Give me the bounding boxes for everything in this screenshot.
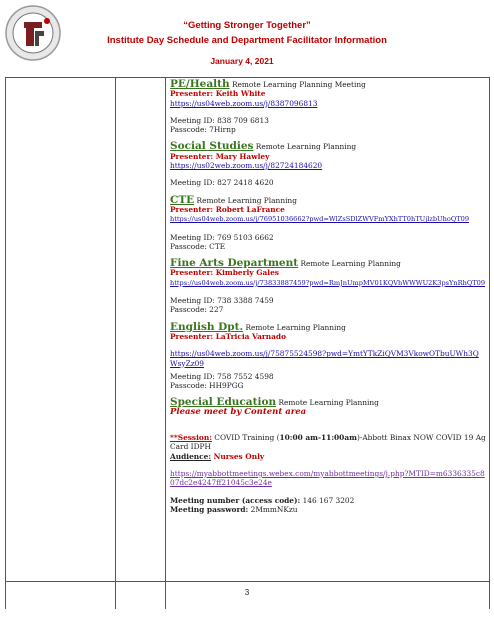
meeting-id-social-studies: Meeting ID: 827 2418 4620 [170,178,274,188]
passcode-fine-arts: Passcode: 227 [170,305,224,315]
page-number: 3 [244,588,250,597]
covid-audience-line: Audience: Nurses Only [170,451,265,461]
webex-link-covid[interactable]: https://myabbottmeetings.webex.com/myabbottmeetings/j.php?MTID=m6336335c807dc2e4247ff21045c3e24e [170,468,485,488]
section-heading-fine-arts: Fine Arts Department Remote Learning Planning [170,257,401,270]
school-seal-logo [4,4,62,62]
presenter-cte: Presenter: Robert LaFrance [170,204,285,214]
table-divider-2 [165,77,166,609]
presenter-pe-health: Presenter: Keith White [170,89,266,99]
zoom-link-english[interactable]: https://us04web.zoom.us/j/75875524598?pwd=YmtYTkZiQVM3VkowOTbuUWh3QWsyZz09 [170,349,479,368]
zoom-link-cte[interactable]: https://us04web.zoom.us/j/76951036662?pwd=WlZsSDlZWVFmYXhTT0hTUjlzbUhoQT09 [170,215,470,224]
zoom-link-fine-arts[interactable]: https://us04web.zoom.us/j/73833887459?pwd=RmJnUmpMV01KQVhWWWU2K3psYnRhQT09 [170,278,486,287]
meeting-id-cte: Meeting ID: 769 5103 6662 [170,232,274,242]
document-date: January 4, 2021 [210,56,274,66]
passcode-cte: Passcode: CTE [170,241,226,251]
section-heading-special-education: Special Education Remote Learning Planning [170,396,379,409]
table-border-right [489,77,490,609]
document-title: “Getting Stronger Together” [183,20,311,31]
section-heading-social-studies: Social Studies Remote Learning Planning [170,140,357,153]
zoom-link-pe-health[interactable]: https://us04web.zoom.us/j/8387096813 [170,98,318,108]
covid-session-line: **Session: COVID Training (10:00 am-11:00am)-Abbott Binax NOW COVID 19 Ag Card IDPH [170,433,486,452]
zoom-link-social-studies[interactable]: https://us02web.zoom.us/j/82724184620 [170,161,323,171]
meeting-id-english: Meeting ID: 758 7552 4598 [170,371,274,381]
table-border-left [5,77,6,609]
section-heading-english: English Dpt. Remote Learning Planning [170,320,346,333]
covid-meeting-number: Meeting number (access code): 146 167 3202 [170,495,355,505]
schedule-cell [170,80,486,514]
presenter-fine-arts: Presenter: Kimberly Gales [170,268,279,278]
passcode-english: Passcode: HH9PGG [170,381,244,391]
covid-meeting-password: Meeting password: 2MmmNKzu [170,504,298,514]
section-heading-cte: CTE Remote Learning Planning [170,193,297,206]
table-border-top [5,77,489,78]
table-border-bottom [5,581,489,582]
document-subtitle: Institute Day Schedule and Department Facilitator Information [107,35,387,46]
special-education-note: Please meet by Content area [170,406,307,417]
table-divider-1 [115,77,116,609]
presenter-english: Presenter: LaTricia Varnado [170,331,287,341]
section-heading-pe-health: PE/Health Remote Learning Planning Meeting [170,78,366,90]
passcode-pe-health: Passcode: 7Hirnp [170,125,236,135]
meeting-id-pe-health: Meeting ID: 838 709 6813 [170,115,269,125]
meeting-id-fine-arts: Meeting ID: 738 3388 7459 [170,296,274,306]
presenter-social-studies: Presenter: Mary Hawley [170,151,270,161]
